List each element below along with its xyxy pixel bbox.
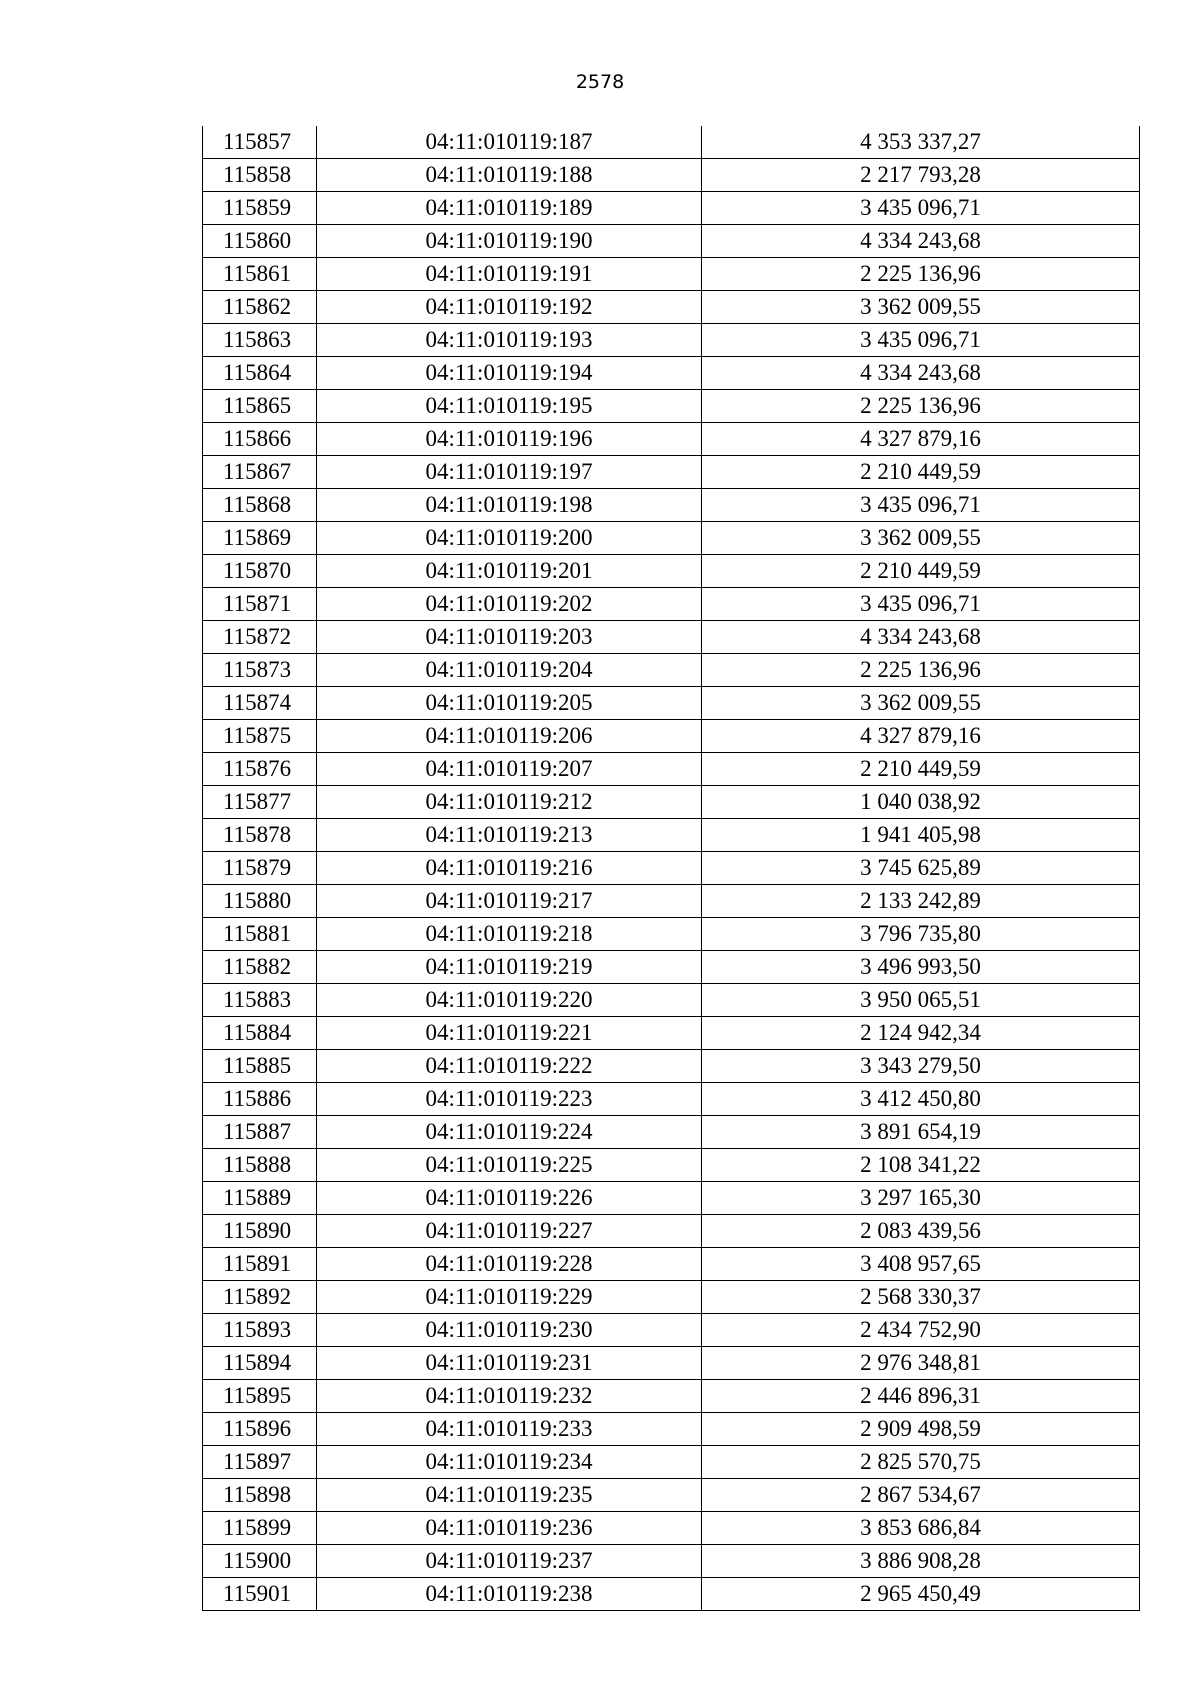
table-row [203, 192, 1140, 225]
cadastral-value-cell: 4 327 879,16 [702, 423, 1140, 456]
table-row [203, 324, 1140, 357]
table-row [203, 1479, 1140, 1512]
cadastral-number-cell: 04:11:010119:233 [317, 1413, 702, 1446]
cadastral-value-cell: 3 412 450,80 [702, 1083, 1140, 1116]
cadastral-value-cell: 3 891 654,19 [702, 1116, 1140, 1149]
table-row [203, 1347, 1140, 1380]
cadastral-value-cell: 3 362 009,55 [702, 687, 1140, 720]
table-body [203, 126, 1140, 1611]
row-number-cell: 115890 [203, 1215, 317, 1248]
cadastral-value-cell: 2 108 341,22 [702, 1149, 1140, 1182]
row-number-cell: 115897 [203, 1446, 317, 1479]
table-row [203, 258, 1140, 291]
cadastral-number-cell: 04:11:010119:190 [317, 225, 702, 258]
cadastral-number-cell: 04:11:010119:228 [317, 1248, 702, 1281]
row-number-cell: 115863 [203, 324, 317, 357]
cadastral-value-cell: 2 210 449,59 [702, 753, 1140, 786]
cadastral-number-cell: 04:11:010119:216 [317, 852, 702, 885]
cadastral-value-cell: 2 825 570,75 [702, 1446, 1140, 1479]
cadastral-value-cell: 2 210 449,59 [702, 555, 1140, 588]
page-number: 2578 [575, 71, 625, 93]
cadastral-number-cell: 04:11:010119:224 [317, 1116, 702, 1149]
cadastral-number-cell: 04:11:010119:230 [317, 1314, 702, 1347]
cadastral-number-cell: 04:11:010119:192 [317, 291, 702, 324]
cadastral-number-cell: 04:11:010119:213 [317, 819, 702, 852]
row-number-cell: 115900 [203, 1545, 317, 1578]
table-row [203, 852, 1140, 885]
cadastral-value-cell: 3 435 096,71 [702, 192, 1140, 225]
row-number-cell: 115894 [203, 1347, 317, 1380]
row-number-cell: 115879 [203, 852, 317, 885]
cadastral-number-cell: 04:11:010119:200 [317, 522, 702, 555]
table-row [203, 1314, 1140, 1347]
cadastral-value-cell: 3 853 686,84 [702, 1512, 1140, 1545]
cadastral-number-cell: 04:11:010119:193 [317, 324, 702, 357]
cadastral-number-cell: 04:11:010119:222 [317, 1050, 702, 1083]
registry-table [202, 126, 1140, 1611]
cadastral-value-cell: 3 297 165,30 [702, 1182, 1140, 1215]
table-row [203, 1017, 1140, 1050]
cadastral-number-cell: 04:11:010119:207 [317, 753, 702, 786]
cadastral-number-cell: 04:11:010119:212 [317, 786, 702, 819]
cadastral-value-cell: 3 362 009,55 [702, 291, 1140, 324]
row-number-cell: 115886 [203, 1083, 317, 1116]
cadastral-number-cell: 04:11:010119:219 [317, 951, 702, 984]
table-row [203, 1380, 1140, 1413]
row-number-cell: 115880 [203, 885, 317, 918]
table-row [203, 126, 1140, 159]
row-number-cell: 115895 [203, 1380, 317, 1413]
row-number-cell: 115896 [203, 1413, 317, 1446]
cadastral-value-cell: 3 886 908,28 [702, 1545, 1140, 1578]
row-number-cell: 115857 [203, 126, 317, 159]
table-row [203, 1149, 1140, 1182]
cadastral-number-cell: 04:11:010119:223 [317, 1083, 702, 1116]
row-number-cell: 115872 [203, 621, 317, 654]
row-number-cell: 115869 [203, 522, 317, 555]
cadastral-value-cell: 2 446 896,31 [702, 1380, 1140, 1413]
row-number-cell: 115859 [203, 192, 317, 225]
cadastral-number-cell: 04:11:010119:217 [317, 885, 702, 918]
row-number-cell: 115868 [203, 489, 317, 522]
row-number-cell: 115898 [203, 1479, 317, 1512]
table-row [203, 1446, 1140, 1479]
cadastral-value-cell: 3 796 735,80 [702, 918, 1140, 951]
cadastral-value-cell: 2 124 942,34 [702, 1017, 1140, 1050]
table-row [203, 1413, 1140, 1446]
table-row [203, 1512, 1140, 1545]
row-number-cell: 115882 [203, 951, 317, 984]
cadastral-number-cell: 04:11:010119:195 [317, 390, 702, 423]
cadastral-value-cell: 1 941 405,98 [702, 819, 1140, 852]
cadastral-number-cell: 04:11:010119:226 [317, 1182, 702, 1215]
cadastral-value-cell: 4 334 243,68 [702, 621, 1140, 654]
row-number-cell: 115889 [203, 1182, 317, 1215]
cadastral-number-cell: 04:11:010119:198 [317, 489, 702, 522]
cadastral-value-cell: 3 435 096,71 [702, 588, 1140, 621]
cadastral-value-cell: 2 133 242,89 [702, 885, 1140, 918]
row-number-cell: 115861 [203, 258, 317, 291]
table-row [203, 918, 1140, 951]
cadastral-value-cell: 3 435 096,71 [702, 324, 1140, 357]
row-number-cell: 115885 [203, 1050, 317, 1083]
row-number-cell: 115866 [203, 423, 317, 456]
cadastral-value-cell: 2 965 450,49 [702, 1578, 1140, 1611]
cadastral-value-cell: 2 225 136,96 [702, 654, 1140, 687]
table-row [203, 720, 1140, 753]
cadastral-value-cell: 2 217 793,28 [702, 159, 1140, 192]
cadastral-number-cell: 04:11:010119:202 [317, 588, 702, 621]
table-row [203, 1050, 1140, 1083]
table-row [203, 1182, 1140, 1215]
row-number-cell: 115860 [203, 225, 317, 258]
table-row [203, 456, 1140, 489]
table-row [203, 1083, 1140, 1116]
cadastral-number-cell: 04:11:010119:236 [317, 1512, 702, 1545]
table-row [203, 885, 1140, 918]
cadastral-number-cell: 04:11:010119:235 [317, 1479, 702, 1512]
cadastral-value-cell: 1 040 038,92 [702, 786, 1140, 819]
cadastral-number-cell: 04:11:010119:232 [317, 1380, 702, 1413]
row-number-cell: 115862 [203, 291, 317, 324]
table-row [203, 819, 1140, 852]
cadastral-value-cell: 2 909 498,59 [702, 1413, 1140, 1446]
row-number-cell: 115873 [203, 654, 317, 687]
cadastral-number-cell: 04:11:010119:204 [317, 654, 702, 687]
cadastral-value-cell: 2 568 330,37 [702, 1281, 1140, 1314]
cadastral-value-cell: 4 334 243,68 [702, 225, 1140, 258]
table-row [203, 357, 1140, 390]
cadastral-number-cell: 04:11:010119:238 [317, 1578, 702, 1611]
row-number-cell: 115888 [203, 1149, 317, 1182]
cadastral-number-cell: 04:11:010119:220 [317, 984, 702, 1017]
table-row [203, 1215, 1140, 1248]
cadastral-number-cell: 04:11:010119:205 [317, 687, 702, 720]
cadastral-number-cell: 04:11:010119:197 [317, 456, 702, 489]
row-number-cell: 115883 [203, 984, 317, 1017]
cadastral-number-cell: 04:11:010119:221 [317, 1017, 702, 1050]
cadastral-number-cell: 04:11:010119:203 [317, 621, 702, 654]
cadastral-value-cell: 3 745 625,89 [702, 852, 1140, 885]
row-number-cell: 115870 [203, 555, 317, 588]
table-row [203, 390, 1140, 423]
cadastral-value-cell: 3 435 096,71 [702, 489, 1140, 522]
table-row [203, 1116, 1140, 1149]
cadastral-number-cell: 04:11:010119:206 [317, 720, 702, 753]
cadastral-value-cell: 2 225 136,96 [702, 390, 1140, 423]
table-row [203, 984, 1140, 1017]
table-row [203, 1545, 1140, 1578]
cadastral-value-cell: 3 362 009,55 [702, 522, 1140, 555]
cadastral-value-cell: 3 950 065,51 [702, 984, 1140, 1017]
row-number-cell: 115874 [203, 687, 317, 720]
row-number-cell: 115877 [203, 786, 317, 819]
row-number-cell: 115865 [203, 390, 317, 423]
cadastral-value-cell: 2 210 449,59 [702, 456, 1140, 489]
cadastral-value-cell: 4 353 337,27 [702, 126, 1140, 159]
cadastral-number-cell: 04:11:010119:187 [317, 126, 702, 159]
row-number-cell: 115884 [203, 1017, 317, 1050]
cadastral-number-cell: 04:11:010119:201 [317, 555, 702, 588]
row-number-cell: 115875 [203, 720, 317, 753]
row-number-cell: 115901 [203, 1578, 317, 1611]
table-row [203, 654, 1140, 687]
table-row [203, 588, 1140, 621]
table-row [203, 423, 1140, 456]
cadastral-number-cell: 04:11:010119:194 [317, 357, 702, 390]
table-row [203, 753, 1140, 786]
cadastral-value-cell: 2 434 752,90 [702, 1314, 1140, 1347]
cadastral-value-cell: 4 327 879,16 [702, 720, 1140, 753]
row-number-cell: 115858 [203, 159, 317, 192]
row-number-cell: 115892 [203, 1281, 317, 1314]
cadastral-number-cell: 04:11:010119:231 [317, 1347, 702, 1380]
table-row [203, 786, 1140, 819]
row-number-cell: 115893 [203, 1314, 317, 1347]
row-number-cell: 115899 [203, 1512, 317, 1545]
cadastral-value-cell: 3 408 957,65 [702, 1248, 1140, 1281]
cadastral-value-cell: 2 083 439,56 [702, 1215, 1140, 1248]
cadastral-number-cell: 04:11:010119:225 [317, 1149, 702, 1182]
table-row [203, 522, 1140, 555]
table-row [203, 489, 1140, 522]
table-row [203, 159, 1140, 192]
cadastral-value-cell: 2 976 348,81 [702, 1347, 1140, 1380]
table-row [203, 291, 1140, 324]
cadastral-number-cell: 04:11:010119:218 [317, 918, 702, 951]
row-number-cell: 115887 [203, 1116, 317, 1149]
table-row [203, 225, 1140, 258]
cadastral-number-cell: 04:11:010119:234 [317, 1446, 702, 1479]
table-row [203, 555, 1140, 588]
table-row [203, 951, 1140, 984]
row-number-cell: 115876 [203, 753, 317, 786]
cadastral-value-cell: 2 867 534,67 [702, 1479, 1140, 1512]
cadastral-value-cell: 2 225 136,96 [702, 258, 1140, 291]
cadastral-number-cell: 04:11:010119:191 [317, 258, 702, 291]
row-number-cell: 115891 [203, 1248, 317, 1281]
row-number-cell: 115871 [203, 588, 317, 621]
cadastral-value-cell: 3 343 279,50 [702, 1050, 1140, 1083]
table-row [203, 1578, 1140, 1611]
cadastral-value-cell: 3 496 993,50 [702, 951, 1140, 984]
row-number-cell: 115867 [203, 456, 317, 489]
cadastral-number-cell: 04:11:010119:237 [317, 1545, 702, 1578]
table-row [203, 687, 1140, 720]
cadastral-number-cell: 04:11:010119:188 [317, 159, 702, 192]
cadastral-value-cell: 4 334 243,68 [702, 357, 1140, 390]
row-number-cell: 115878 [203, 819, 317, 852]
cadastral-number-cell: 04:11:010119:229 [317, 1281, 702, 1314]
cadastral-number-cell: 04:11:010119:227 [317, 1215, 702, 1248]
cadastral-number-cell: 04:11:010119:189 [317, 192, 702, 225]
row-number-cell: 115881 [203, 918, 317, 951]
row-number-cell: 115864 [203, 357, 317, 390]
table-row [203, 1248, 1140, 1281]
table-row [203, 621, 1140, 654]
cadastral-number-cell: 04:11:010119:196 [317, 423, 702, 456]
table-row [203, 1281, 1140, 1314]
